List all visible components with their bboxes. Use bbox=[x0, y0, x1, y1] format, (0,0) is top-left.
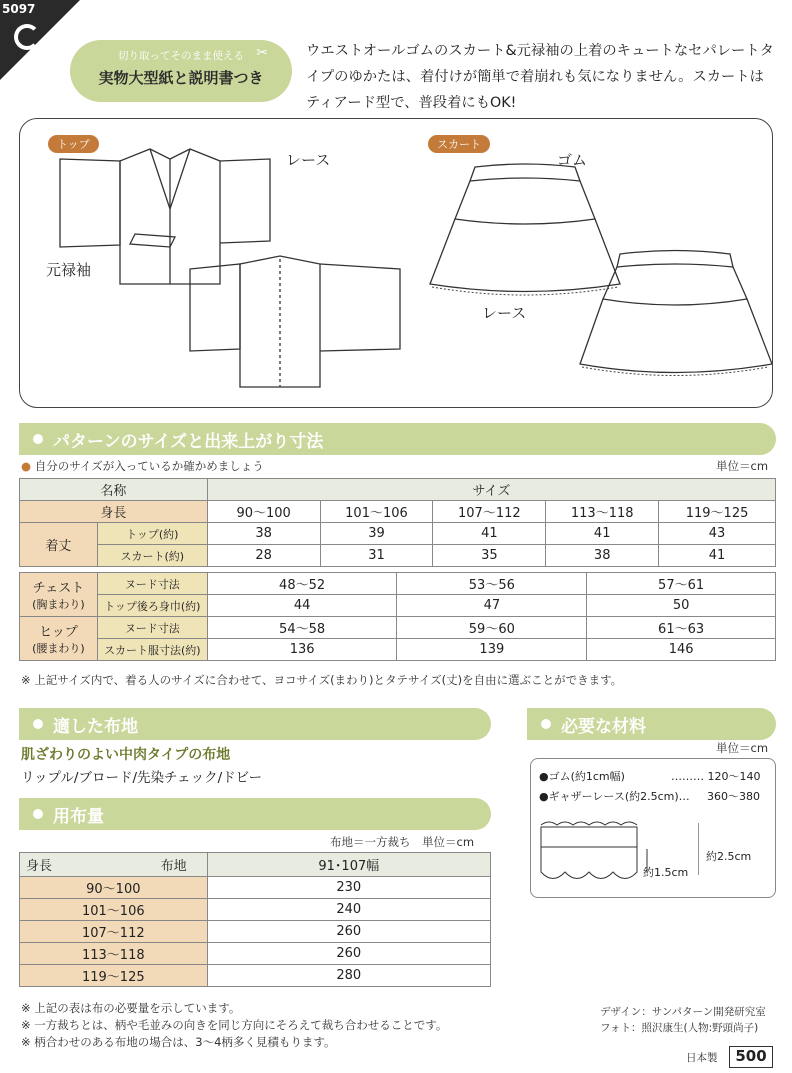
size-2: 107〜112 bbox=[433, 501, 546, 523]
skirt-val: 38 bbox=[546, 545, 659, 567]
elastic-label: ゴム bbox=[557, 151, 588, 169]
made-in: 日本製 bbox=[686, 1052, 718, 1064]
materials-section-title: 必要な材料 bbox=[561, 717, 646, 737]
badge-main: 実物大型紙と説明書つき bbox=[98, 69, 264, 87]
top-val: 41 bbox=[546, 523, 659, 545]
size-note-text: 自分のサイズが入っているか確かめましょう bbox=[34, 459, 264, 473]
yard-value: 230 bbox=[207, 877, 490, 899]
h-skirt: スカート(約) bbox=[97, 545, 207, 567]
hip-skirt: 136 bbox=[207, 639, 397, 661]
brand-logo-icon bbox=[14, 24, 40, 50]
measure-table bbox=[19, 572, 776, 661]
size-footnote: ※ 上記サイズ内で、着る人のサイズに合わせて、ヨコサイズ(まわり)とタテサイズ(丈)を自由に選ぶことができます。 bbox=[21, 673, 623, 687]
top-tag: トップ bbox=[48, 135, 99, 153]
price-number: 500 bbox=[729, 1046, 773, 1068]
h-hip bbox=[20, 617, 98, 661]
illustration-box bbox=[19, 118, 773, 408]
hip-sub: (腰まわり) bbox=[32, 642, 85, 655]
yardage-section-header bbox=[19, 798, 491, 830]
yardage-note: 布地＝一方裁ち 単位＝cm bbox=[330, 835, 475, 849]
h-yard-width: 91･107幅 bbox=[207, 853, 490, 877]
h-chest bbox=[20, 573, 98, 617]
footnote-1: ※ 上記の表は布の必要量を示しています。 bbox=[21, 1001, 241, 1015]
footnote-2: ※ 一方裁ちとは、柄や毛並みの向きを同じ方向にそろえて裁ち合わせることです。 bbox=[21, 1018, 448, 1032]
hip-nude: 61〜63 bbox=[587, 617, 776, 639]
chest-back: 50 bbox=[587, 595, 776, 617]
h-back: トップ後ろ身巾(約) bbox=[97, 595, 207, 617]
top-val: 43 bbox=[659, 523, 776, 545]
size-note: ● 自分のサイズが入っているか確かめましょう bbox=[21, 459, 264, 473]
product-code: 5097 bbox=[2, 2, 36, 16]
credit-design: デザイン：サンパターン開発研究室 bbox=[600, 1006, 766, 1018]
intro-text: ウエストオールゴムのスカート&元禄袖の上着のキュートなセパレートタイプのゆかたは、着付けが簡単で着崩れも気になりません。スカートはティアード型で、普段着にもOK! bbox=[306, 43, 774, 111]
credit-photo: フォト：照沢康生(人物:野頭尚子) bbox=[600, 1022, 759, 1034]
yard-value: 240 bbox=[207, 899, 490, 921]
yard-height: 119〜125 bbox=[20, 965, 208, 987]
h-nude2: ヌード寸法 bbox=[97, 617, 207, 639]
yard-height: 107〜112 bbox=[20, 921, 208, 943]
hip-nude: 54〜58 bbox=[207, 617, 397, 639]
lace-label-skirt: レース bbox=[482, 304, 527, 322]
footnote-3: ※ 柄合わせのある布地の場合は、3〜4柄多く見積もります。 bbox=[21, 1035, 336, 1049]
top-val: 38 bbox=[207, 523, 320, 545]
top-val: 41 bbox=[433, 523, 546, 545]
hip-skirt: 146 bbox=[587, 639, 776, 661]
chest-nude: 48〜52 bbox=[207, 573, 397, 595]
top-val: 39 bbox=[320, 523, 433, 545]
garment-drawings bbox=[20, 119, 772, 407]
fabric-section-header bbox=[19, 708, 491, 740]
size-0: 90〜100 bbox=[207, 501, 320, 523]
materials-section-header bbox=[527, 708, 776, 740]
hip-skirt: 139 bbox=[397, 639, 587, 661]
badge-sub: 切り取ってそのまま使える bbox=[118, 50, 244, 62]
yard-value: 280 bbox=[207, 965, 490, 987]
lace-diagram bbox=[539, 817, 699, 897]
skirt-val: 35 bbox=[433, 545, 546, 567]
chest-back: 47 bbox=[397, 595, 587, 617]
dim-1-5: 約1.5cm bbox=[643, 866, 689, 879]
skirt-val: 41 bbox=[659, 545, 776, 567]
size-section-header bbox=[19, 423, 776, 455]
size-3: 113〜118 bbox=[546, 501, 659, 523]
yardage-section-title: 用布量 bbox=[53, 807, 104, 827]
h-yard-corner bbox=[20, 853, 208, 877]
h-nude: ヌード寸法 bbox=[97, 573, 207, 595]
skirt-tag: スカート bbox=[428, 135, 490, 153]
material-1: ●ゴム(約1cm幅) bbox=[539, 770, 625, 783]
sleeve-label: 元禄袖 bbox=[46, 261, 92, 279]
yard-height: 90〜100 bbox=[20, 877, 208, 899]
materials-box bbox=[530, 758, 776, 898]
h-skirt-w: スカート服寸法(約) bbox=[97, 639, 207, 661]
material-2-value: 360〜380 bbox=[707, 790, 760, 803]
lace-label-top: レース bbox=[286, 151, 331, 169]
size-table bbox=[19, 478, 776, 567]
h-size: サイズ bbox=[207, 479, 775, 501]
h-name: 名称 bbox=[20, 479, 208, 501]
yard-value: 260 bbox=[207, 943, 490, 965]
fabric-list: リップル/ブロード/先染チェック/ドビー bbox=[21, 770, 263, 786]
h-top: トップ(約) bbox=[97, 523, 207, 545]
h-yard-height: 身長 bbox=[26, 859, 53, 874]
chest-sub: (胸まわり) bbox=[32, 598, 85, 611]
material-2: ●ギャザーレース(約2.5cm)… bbox=[539, 790, 690, 803]
size-section-title: パターンのサイズと出来上がり寸法 bbox=[53, 432, 324, 452]
size-unit: 単位＝cm bbox=[716, 459, 769, 473]
yard-height: 113〜118 bbox=[20, 943, 208, 965]
h-height: 身長 bbox=[20, 501, 208, 523]
h-length: 着丈 bbox=[20, 523, 98, 567]
size-4: 119〜125 bbox=[659, 501, 776, 523]
scissors-icon: ✂ bbox=[256, 45, 268, 61]
chest-nude: 53〜56 bbox=[397, 573, 587, 595]
yard-height: 101〜106 bbox=[20, 899, 208, 921]
hip-nude: 59〜60 bbox=[397, 617, 587, 639]
chest-back: 44 bbox=[207, 595, 397, 617]
fabric-head: 肌ざわりのよい中肉タイプの布地 bbox=[21, 747, 231, 763]
chest-label: チェスト bbox=[32, 581, 85, 596]
skirt-val: 31 bbox=[320, 545, 433, 567]
dim-2-5: 約2.5cm bbox=[706, 850, 752, 863]
yard-value: 260 bbox=[207, 921, 490, 943]
pattern-badge bbox=[70, 40, 292, 102]
material-1-value: ……… 120〜140 bbox=[671, 770, 761, 783]
skirt-val: 28 bbox=[207, 545, 320, 567]
fabric-section-title: 適した布地 bbox=[53, 717, 138, 737]
h-yard-fabric: 布地 bbox=[160, 859, 187, 874]
materials-unit: 単位＝cm bbox=[716, 741, 769, 755]
yardage-table bbox=[19, 852, 491, 987]
size-1: 101〜106 bbox=[320, 501, 433, 523]
chest-nude: 57〜61 bbox=[587, 573, 776, 595]
hip-label: ヒップ bbox=[39, 625, 78, 640]
